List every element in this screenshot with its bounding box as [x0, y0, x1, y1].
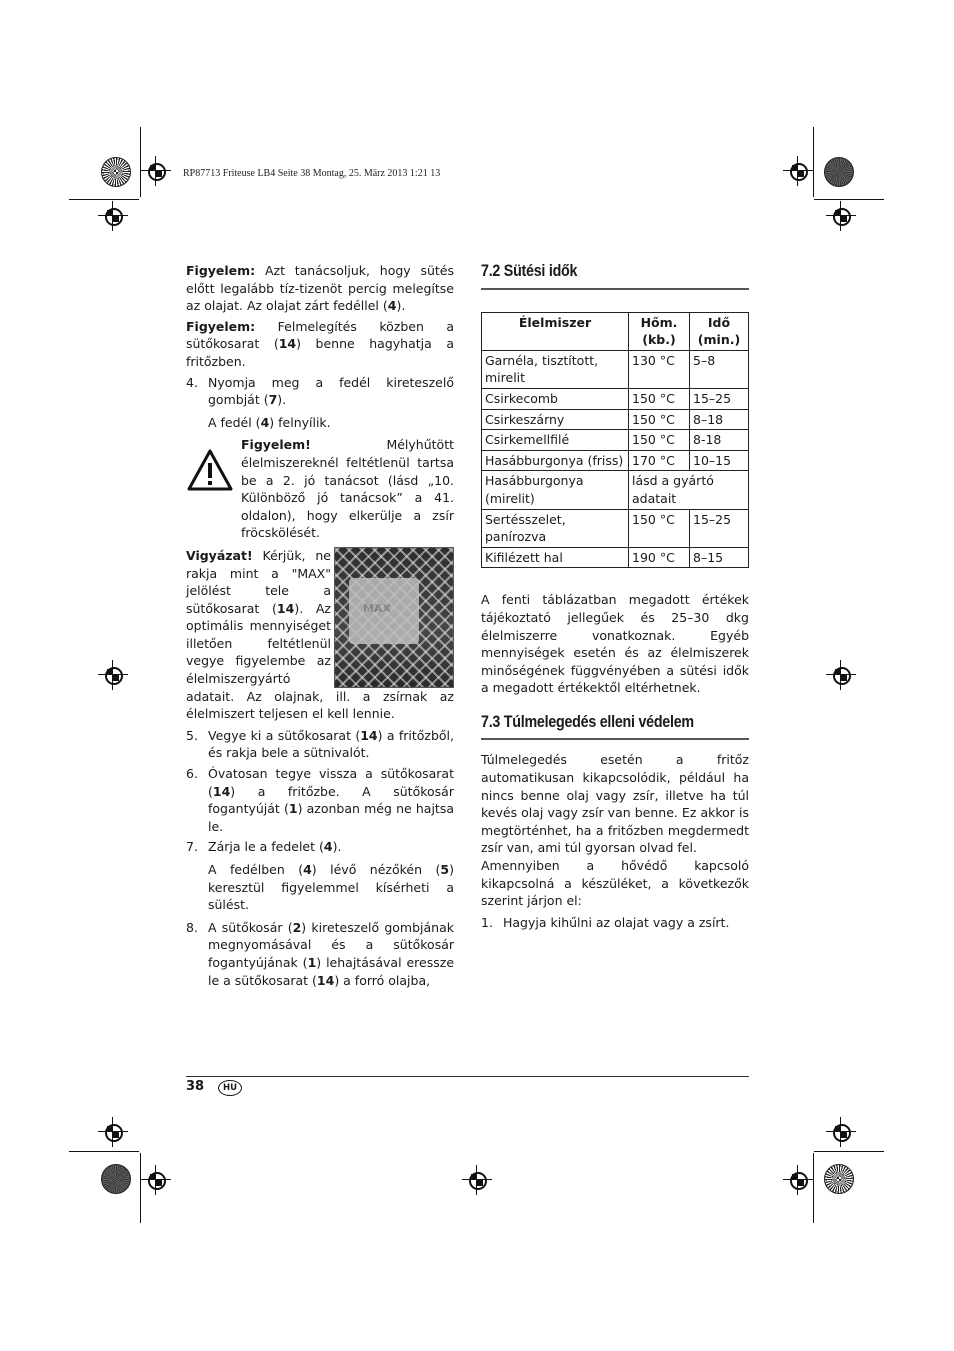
step-text: A fedélben ( [208, 862, 304, 877]
step-text: ) kireteszelő gombjának megnyomásával és a sütőkosár fogantyújának ( [208, 919, 454, 970]
cell-time: 8-18 [690, 430, 749, 451]
ref-number: 14 [278, 336, 297, 352]
overheat-instructions: Amennyiben a hővédő kapcsoló kikapcsolná a készüléket, a következők szerint járjon el: [481, 858, 749, 909]
cell-food: Kifilézett hal [482, 547, 629, 568]
step-number: 7. [186, 839, 198, 855]
step-text: ) keresztül figyelemmel kísérheti a sülést. [208, 862, 454, 913]
list-item [186, 374, 454, 409]
ref-number: 4 [387, 298, 397, 314]
cell-time: 15–25 [690, 388, 749, 409]
step-substep [186, 861, 454, 914]
table-row [482, 547, 749, 568]
heading-rule [481, 738, 749, 740]
ref-number: 4 [303, 862, 312, 877]
warning-body: Mélyhűtött élelmiszereknél feltétlenül tartsa be a 2. jó tanácsot (lásd „10. Különböző jó tanácsok” a 41. oldalon), hogy elkerülje a zsír fröcskölését. [241, 437, 454, 541]
cell-temp: 150 °C [629, 509, 690, 547]
caution-label: Vigyázat! [186, 547, 253, 563]
step-number: 8. [186, 919, 198, 935]
step-text: ). [277, 392, 287, 408]
crop-mark [140, 127, 141, 197]
list-item [186, 765, 454, 835]
step-text: ) lévő nézőkén ( [311, 862, 441, 877]
table-note: A fenti táblázatban megadott értékek tájékoztató jellegűek és 25–30 dkg élelmiszerre vonatkoznak. Egyéb mennyiségek esetén és az élelmiszerek minőségének függvényében a sütési idők a megadott értékektől eltérhetnek. [481, 592, 749, 696]
step-text: Vegye ki a sütőkosarat ( [208, 727, 361, 743]
cell-food: Hasábburgonya (friss) [482, 450, 629, 471]
ref-number: 4 [323, 839, 333, 855]
color-star-mark-tl [101, 157, 131, 187]
cell-food: Hasábburgonya (mirelit) [482, 471, 629, 509]
ref-number: 4 [260, 414, 270, 430]
table-row [482, 350, 749, 388]
list-item [186, 838, 454, 856]
col-header-temp: Hőm. (kb.) [629, 312, 690, 350]
step-text: ) felnyílik. [269, 414, 331, 430]
crop-mark [69, 199, 139, 200]
cell-food: Csirkecomb [482, 388, 629, 409]
step-text: Zárja le a fedelet ( [208, 839, 324, 855]
cell-temp: 170 °C [629, 450, 690, 471]
cell-food: Csirkemellfilé [482, 430, 629, 451]
registration-mark [98, 201, 128, 231]
right-column [481, 262, 749, 934]
step-substep [186, 414, 454, 432]
registration-mark [783, 156, 813, 186]
crop-mark [813, 127, 814, 197]
registration-mark [826, 1117, 856, 1147]
overheat-paragraph: Túlmelegedés esetén a fritőz automatikusan kikapcsolódik, például ha nincs benne olaj vagy zsír, illetve ha túl kevés olaj vagy zsír van benne. Ez akkor is megtörténhet, ha a fritőzben megdermedt zsír van, ami túl gyorsan olvad fel. [481, 752, 749, 856]
step-text: A fedél ( [208, 414, 261, 430]
crop-mark [813, 1153, 814, 1223]
steps-list-c [186, 919, 454, 989]
step-text: Óvatosan tegye vissza a sütőkosarat ( [208, 766, 454, 799]
max-marker-label: MAX [363, 601, 391, 615]
crop-mark [69, 1151, 139, 1152]
footer-rule [186, 1076, 749, 1077]
warning-block [186, 436, 454, 542]
step-number: 5. [186, 727, 198, 743]
col-header-time: Idő (min.) [690, 312, 749, 350]
registration-mark [141, 156, 171, 186]
cell-temp: 150 °C [629, 409, 690, 430]
notice-preheat [186, 262, 454, 315]
step-text: ) lehajtásával eressze le a sütőkosarat ( [208, 954, 455, 988]
ref-number: 1 [307, 954, 317, 970]
step-number: 1. [481, 914, 493, 930]
table-header-row [482, 312, 749, 350]
registration-mark [826, 201, 856, 231]
cell-temp: lásd a gyártó adatait [629, 471, 749, 509]
caution-body: Kérjük, ne rakja mint a "MAX" jelölést tele a sütőkosarat ( [186, 547, 331, 616]
cell-temp: 190 °C [629, 547, 690, 568]
step-number: 4. [186, 374, 198, 390]
list-item [186, 919, 454, 989]
table-row [482, 450, 749, 471]
print-header: RP87713 Friteuse LB4 Seite 38 Montag, 25. März 2013 1:21 13 [183, 168, 441, 179]
section-heading-7-2: 7.2 Sütési idők [481, 261, 578, 280]
ref-number: 7 [268, 392, 278, 408]
notice-label: Figyelem: [186, 318, 256, 334]
table-row [482, 471, 749, 509]
crop-mark [814, 1151, 884, 1152]
ref-number: 14 [360, 727, 378, 743]
notice-text: Azt tanácsoljuk, hogy sütés előtt legalább tíz-tizenöt percig melegítse az olajat. Az olajat zárt fedéllel ( [186, 263, 454, 314]
cell-time: 8–15 [690, 547, 749, 568]
col-header-food: Élelmiszer [482, 312, 629, 350]
registration-mark [141, 1165, 171, 1195]
step-text: Hagyja kihűlni az olajat vagy a zsírt. [503, 914, 730, 930]
list-item [186, 727, 454, 762]
crop-mark [814, 199, 884, 200]
language-badge: HU [218, 1080, 242, 1096]
ref-number: 5 [440, 862, 450, 877]
overheat-steps [481, 914, 749, 932]
warning-label: Figyelem! [241, 437, 311, 453]
step-text: A sütőkosár ( [208, 919, 293, 935]
color-star-mark-br [824, 1164, 854, 1194]
basket-max-photo [334, 547, 454, 688]
step-text: ) azonban még ne hajtsa le. [208, 801, 454, 834]
cell-food: Garnéla, tisztított, mirelit [482, 350, 629, 388]
max-marker-tab [349, 578, 419, 644]
cell-food: Csirkeszárny [482, 409, 629, 430]
step-text: ). [332, 839, 342, 855]
table-row [482, 509, 749, 547]
caution-body: ). Az optimális mennyiséget illetően feltétlenül vegye figyelembe az élelmiszergyártó adatait. Az olajnak, ill. a zsírnak az élelmiszert teljesen el kell lennie. [186, 600, 454, 722]
ref-number: 14 [276, 600, 295, 616]
registration-mark [462, 1165, 492, 1195]
cell-temp: 130 °C [629, 350, 690, 388]
cell-time: 5–8 [690, 350, 749, 388]
ref-number: 1 [288, 801, 298, 817]
cell-temp: 150 °C [629, 430, 690, 451]
frying-times-table [481, 312, 749, 569]
notice-text: ). [396, 298, 406, 314]
notice-basket [186, 318, 454, 371]
section-heading-7-3: 7.3 Túlmelegedés elleni védelem [481, 711, 694, 731]
cell-time: 8–18 [690, 409, 749, 430]
steps-list-a [186, 374, 454, 409]
caution-block [186, 547, 454, 723]
step-text: Nyomja meg a fedél kireteszelő gombját ( [208, 374, 454, 408]
registration-mark [826, 660, 856, 690]
table-row [482, 409, 749, 430]
list-item [481, 914, 749, 932]
cell-food: Sertésszelet, panírozva [482, 509, 629, 547]
ref-number: 14 [212, 783, 231, 799]
step-text: ) a forró olajba, [334, 972, 431, 988]
table-row [482, 388, 749, 409]
heading-rule [481, 288, 749, 290]
table-row [482, 430, 749, 451]
cell-temp: 150 °C [629, 388, 690, 409]
notice-text: Felmelegítés közben a sütőkosarat ( [186, 318, 454, 352]
cell-time: 10–15 [690, 450, 749, 471]
ref-number: 2 [292, 919, 302, 935]
steps-list-b [186, 727, 454, 856]
step-text: ) a fritőzből, és rakja bele a sütnivalót. [208, 727, 454, 761]
notice-label: Figyelem: [186, 263, 256, 278]
registration-mark [98, 660, 128, 690]
color-star-mark-tr [824, 157, 854, 187]
left-column [186, 262, 454, 992]
registration-mark [98, 1117, 128, 1147]
page-number: 38 [186, 1079, 205, 1094]
warning-text [241, 436, 454, 542]
crop-mark [140, 1153, 141, 1223]
registration-mark [783, 1165, 813, 1195]
step-text: ) a fritőzbe. A sütőkosár fogantyúját ( [208, 783, 454, 817]
step-number: 6. [186, 766, 198, 782]
notice-text: ) benne hagyhatja a fritőzben. [186, 336, 454, 369]
warning-triangle-icon [186, 448, 234, 492]
color-star-mark-bl [101, 1164, 131, 1194]
ref-number: 14 [316, 972, 335, 988]
cell-time: 15–25 [690, 509, 749, 547]
